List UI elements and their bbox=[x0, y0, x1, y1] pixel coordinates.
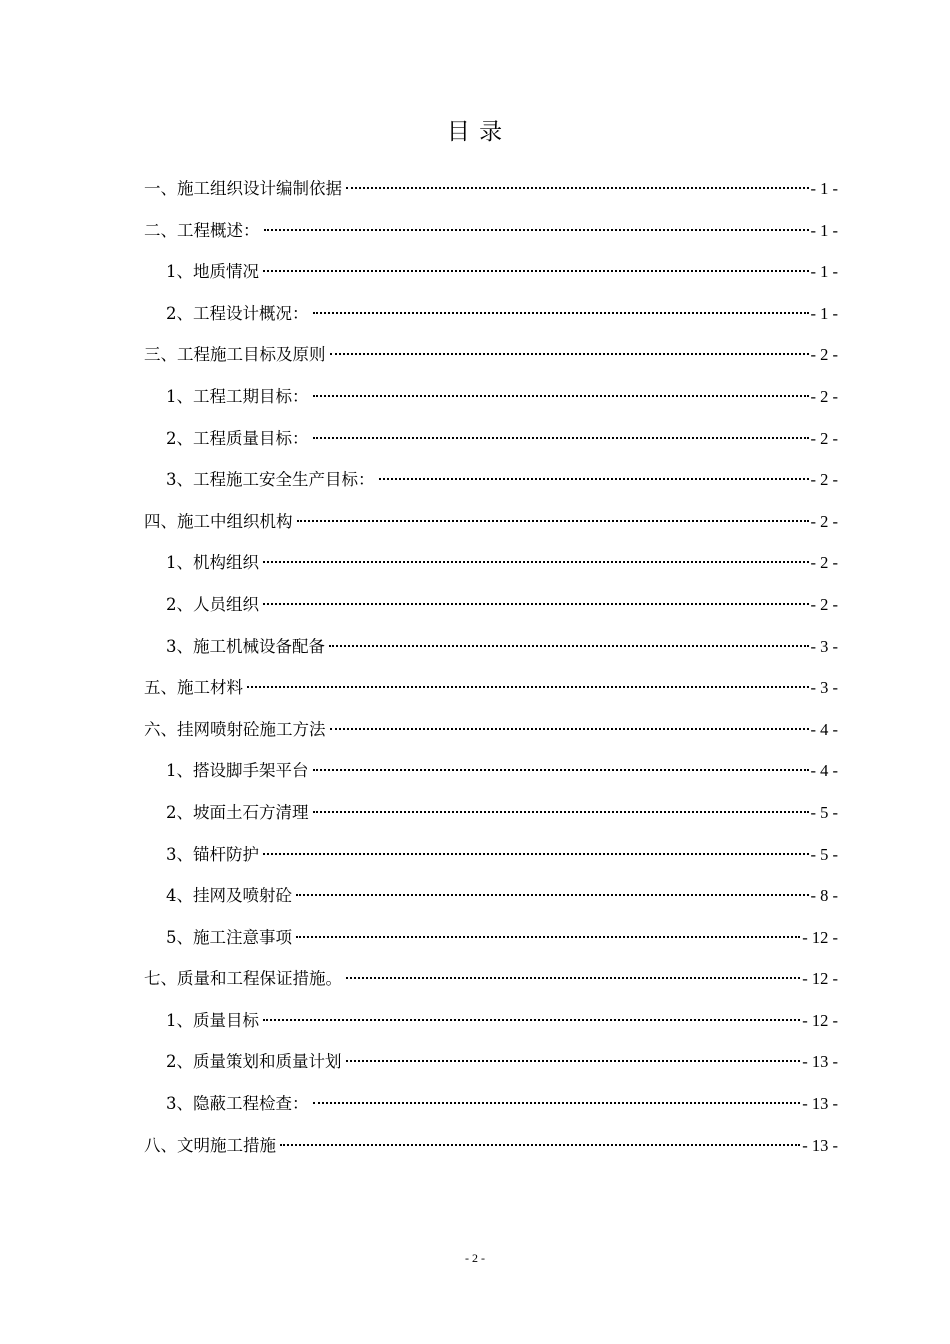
toc-entry[interactable] bbox=[144, 750, 838, 792]
toc-entry-label: 2、工程设计概况： bbox=[166, 303, 309, 323]
toc-entry[interactable] bbox=[144, 1000, 838, 1042]
toc-dot-leader bbox=[329, 644, 809, 647]
page-number-footer: - 2 - bbox=[465, 1251, 485, 1265]
toc-dot-leader bbox=[313, 394, 809, 397]
toc-entry[interactable] bbox=[144, 418, 838, 460]
toc-entry-page: - 2 - bbox=[810, 428, 838, 448]
toc-entry-page: - 1 - bbox=[810, 262, 838, 282]
toc-entry-page: - 2 - bbox=[810, 345, 838, 365]
toc-entry-page: - 1 - bbox=[810, 220, 838, 240]
toc-entry[interactable] bbox=[144, 210, 838, 252]
toc-dot-leader bbox=[346, 1059, 801, 1062]
toc-entry-label: 3、隐蔽工程检查： bbox=[166, 1094, 309, 1114]
toc-entry-page: - 2 - bbox=[810, 470, 838, 490]
toc-entry-label: 1、质量目标 bbox=[166, 1010, 259, 1030]
toc-dot-leader bbox=[280, 1143, 800, 1146]
toc-entry-page: - 3 - bbox=[810, 678, 838, 698]
toc-entry-page: - 4 - bbox=[810, 719, 838, 739]
toc-entry-page: - 2 - bbox=[810, 511, 838, 531]
toc-entry-label: 三、工程施工目标及原则 bbox=[144, 345, 326, 365]
toc-entry[interactable] bbox=[144, 459, 838, 501]
toc-dot-leader bbox=[263, 602, 809, 605]
toc-entry-page: - 13 - bbox=[802, 1135, 838, 1155]
toc-entry-label: 2、质量策划和质量计划 bbox=[166, 1052, 342, 1072]
toc-entry[interactable] bbox=[144, 958, 838, 1000]
toc-entry[interactable] bbox=[144, 626, 838, 668]
toc-entry-page: - 8 - bbox=[810, 886, 838, 906]
toc-entry[interactable] bbox=[144, 1083, 838, 1125]
toc-entry[interactable] bbox=[144, 376, 838, 418]
toc-entry-label: 1、地质情况 bbox=[166, 262, 259, 282]
toc-entry-label: 3、施工机械设备配备 bbox=[166, 636, 325, 656]
toc-entry-label: 2、工程质量目标： bbox=[166, 428, 309, 448]
toc-entry-label: 1、工程工期目标： bbox=[166, 386, 309, 406]
toc-entry-label: 2、坡面土石方清理 bbox=[166, 802, 309, 822]
toc-entry-page: - 12 - bbox=[802, 1010, 838, 1030]
toc-entry[interactable] bbox=[144, 1041, 838, 1083]
toc-entry-label: 2、人员组织 bbox=[166, 594, 259, 614]
toc-dot-leader bbox=[264, 228, 809, 231]
toc-entry[interactable] bbox=[144, 1125, 838, 1167]
toc-entry-label: 5、施工注意事项 bbox=[166, 927, 292, 947]
toc-dot-leader bbox=[296, 893, 809, 896]
toc-entry[interactable] bbox=[144, 875, 838, 917]
toc-dot-leader bbox=[247, 685, 809, 688]
toc-entry[interactable] bbox=[144, 709, 838, 751]
toc-entry-label: 3、工程施工安全生产目标： bbox=[166, 470, 375, 490]
toc-dot-leader bbox=[313, 768, 809, 771]
toc-entry-page: - 4 - bbox=[810, 761, 838, 781]
toc-dot-leader bbox=[379, 477, 809, 480]
toc-entry[interactable] bbox=[144, 251, 838, 293]
toc-dot-leader bbox=[346, 976, 800, 979]
toc-entry-label: 1、搭设脚手架平台 bbox=[166, 761, 309, 781]
toc-entry[interactable] bbox=[144, 334, 838, 376]
toc-entry-label: 一、施工组织设计编制依据 bbox=[144, 179, 342, 198]
toc-dot-leader bbox=[313, 436, 809, 439]
table-of-contents bbox=[144, 168, 838, 1166]
toc-dot-leader bbox=[313, 810, 809, 813]
toc-entry[interactable] bbox=[144, 542, 838, 584]
toc-entry-page: - 2 - bbox=[810, 594, 838, 614]
toc-entry-label: 六、挂网喷射砼施工方法 bbox=[144, 719, 326, 739]
toc-entry[interactable] bbox=[144, 667, 838, 709]
toc-dot-leader bbox=[297, 519, 809, 522]
toc-entry[interactable] bbox=[144, 834, 838, 876]
toc-entry-label: 二、工程概述： bbox=[144, 220, 260, 240]
toc-entry[interactable] bbox=[144, 168, 838, 210]
toc-dot-leader bbox=[330, 727, 809, 730]
toc-entry[interactable] bbox=[144, 584, 838, 626]
toc-entry-page: - 12 - bbox=[802, 927, 838, 947]
toc-dot-leader bbox=[263, 1018, 800, 1021]
toc-entry-label: 3、锚杆防护 bbox=[166, 844, 259, 864]
toc-entry-label: 七、质量和工程保证措施。 bbox=[144, 969, 342, 989]
toc-dot-leader bbox=[330, 352, 809, 355]
toc-dot-leader bbox=[296, 935, 800, 938]
toc-entry[interactable] bbox=[144, 917, 838, 959]
toc-entry-page: - 1 - bbox=[810, 303, 838, 323]
toc-entry-page: - 13 - bbox=[802, 1094, 838, 1114]
toc-entry-page: - 12 - bbox=[802, 969, 838, 989]
toc-entry-label: 4、挂网及喷射砼 bbox=[166, 886, 292, 906]
toc-entry-page: - 2 - bbox=[810, 553, 838, 573]
toc-entry-page: - 5 - bbox=[810, 844, 838, 864]
toc-entry-page: - 3 - bbox=[810, 636, 838, 656]
toc-entry-label: 四、施工中组织机构 bbox=[144, 511, 293, 531]
toc-dot-leader bbox=[263, 560, 809, 563]
toc-dot-leader bbox=[313, 311, 809, 314]
toc-title: 目 录 bbox=[446, 119, 504, 145]
toc-entry-label: 五、施工材料 bbox=[144, 678, 243, 698]
toc-entry-label: 1、机构组织 bbox=[166, 553, 259, 573]
toc-dot-leader bbox=[263, 269, 809, 272]
toc-entry-page: - 1 - bbox=[810, 179, 838, 198]
toc-entry[interactable] bbox=[144, 501, 838, 543]
toc-dot-leader bbox=[313, 1101, 801, 1104]
toc-entry-label: 八、文明施工措施 bbox=[144, 1135, 276, 1155]
toc-dot-leader bbox=[346, 186, 809, 189]
toc-entry-page: - 2 - bbox=[810, 386, 838, 406]
toc-dot-leader bbox=[263, 852, 809, 855]
toc-entry[interactable] bbox=[144, 792, 838, 834]
toc-entry-page: - 13 - bbox=[802, 1052, 838, 1072]
toc-entry[interactable] bbox=[144, 293, 838, 335]
toc-entry-page: - 5 - bbox=[810, 802, 838, 822]
